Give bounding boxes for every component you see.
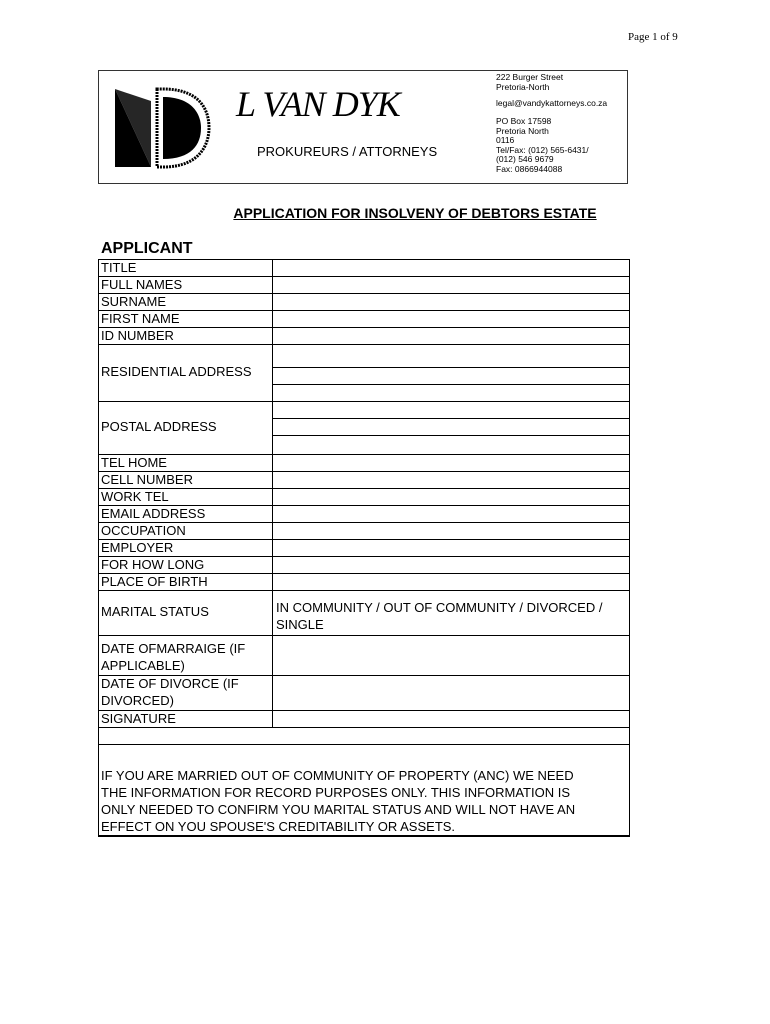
signature-label: SIGNATURE	[101, 711, 176, 726]
postal-line: 0116	[496, 135, 515, 145]
page-number: Page 1 of 9	[628, 31, 678, 43]
postal-line: Pretoria North	[496, 125, 549, 136]
tel-home-label: TEL HOME	[101, 455, 167, 470]
street-address	[496, 73, 563, 92]
label-line: DATE OF DIVORCE (IF	[101, 676, 239, 691]
postal-contact	[496, 117, 589, 174]
marital-status-options	[276, 599, 602, 633]
label-line: DIVORCED)	[101, 693, 174, 708]
postal-line: (012) 546 9679	[496, 154, 554, 164]
street-line-1: 222 Burger Street	[496, 72, 564, 82]
marital-status-label: MARITAL STATUS	[101, 604, 209, 619]
email-address-label: EMAIL ADDRESS	[101, 506, 206, 521]
date-of-marriage-label	[101, 640, 245, 674]
postal-line: Fax: 0866944088	[496, 163, 563, 174]
id-number-label: ID NUMBER	[101, 328, 174, 343]
occupation-label: OCCUPATION	[101, 523, 186, 538]
first-name-label: FIRST NAME	[101, 311, 180, 326]
document-title	[0, 205, 770, 221]
for-how-long-label: FOR HOW LONG	[101, 557, 205, 572]
date-of-divorce-label	[101, 675, 239, 709]
full-names-label: FULL NAMES	[101, 277, 183, 292]
place-of-birth-label: PLACE OF BIRTH	[101, 574, 208, 589]
surname-label: SURNAME	[101, 294, 167, 309]
letterhead	[98, 70, 628, 184]
postal-address-label: POSTAL ADDRESS	[101, 419, 217, 434]
street-line-2: Pretoria-North	[496, 81, 550, 92]
title-label: TITLE	[101, 260, 137, 275]
marital-options-line: SINGLE	[276, 617, 324, 632]
cell-number-label: CELL NUMBER	[101, 472, 193, 487]
applicant-form	[98, 259, 630, 837]
notice-line: IF YOU ARE MARRIED OUT OF COMMUNITY OF PROPERTY (ANC) WE NEED	[101, 768, 574, 783]
email-address[interactable]: legal@vandykattorneys.co.za	[496, 98, 608, 108]
marital-options-line: IN COMMUNITY / OUT OF COMMUNITY / DIVORCED /	[276, 600, 603, 615]
postal-line: Tel/Fax: (012) 565-6431/	[496, 144, 589, 155]
postal-line: PO Box 17598	[496, 116, 552, 126]
label-line: DATE OFMARRAIGE (IF	[101, 641, 246, 656]
employer-label: EMPLOYER	[101, 540, 174, 555]
notice-line: EFFECT ON YOU SPOUSE'S CREDITABILITY OR ASSETS.	[101, 819, 456, 834]
notice-line: ONLY NEEDED TO CONFIRM YOU MARITAL STATUS AND WILL NOT HAVE AN	[101, 802, 576, 817]
notice-text	[101, 767, 575, 835]
work-tel-label: WORK TEL	[101, 489, 169, 504]
section-heading: APPLICANT	[101, 240, 193, 257]
residential-address-label: RESIDENTIAL ADDRESS	[101, 364, 252, 379]
notice-line: THE INFORMATION FOR RECORD PURPOSES ONLY. THIS INFORMATION IS	[101, 785, 571, 800]
label-line: APPLICABLE)	[101, 658, 185, 673]
firm-logo	[111, 83, 211, 173]
firm-name: L VAN DYK	[236, 84, 400, 124]
firm-subtitle: PROKUREURS / ATTORNEYS	[257, 144, 438, 159]
document-title-text: APPLICATION FOR INSOLVENY OF DEBTORS ESTATE	[233, 205, 597, 221]
